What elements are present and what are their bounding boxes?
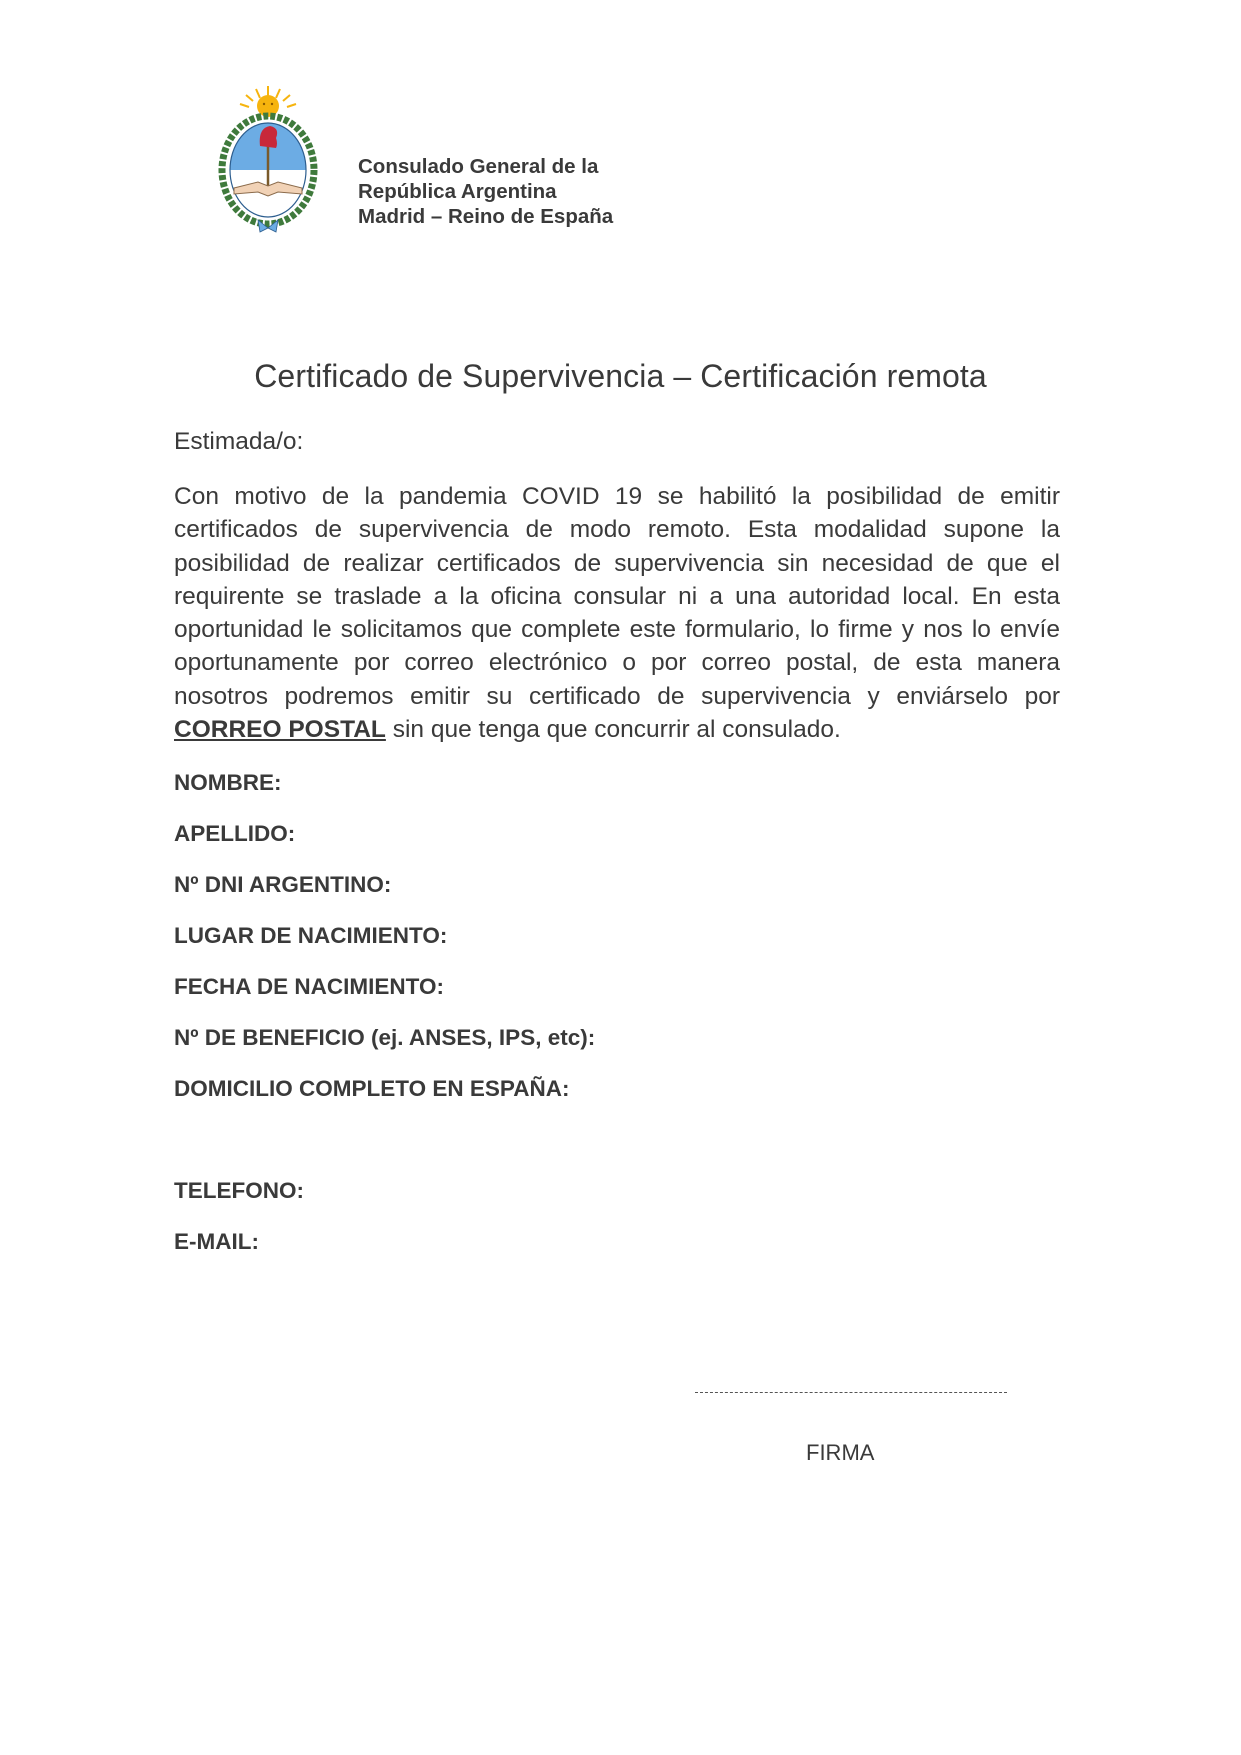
greeting: Estimada/o: [174, 428, 304, 455]
header-line-1: Consulado General de la [358, 155, 599, 178]
field-label-domicilio: DOMICILIO COMPLETO EN ESPAÑA: [174, 1076, 570, 1101]
body-text-after: sin que tenga que concurrir al consulado. [385, 716, 841, 744]
field-label-fecha-nacimiento: FECHA DE NACIMIENTO: [174, 974, 444, 999]
body-emphasis-correo-postal: CORREO POSTAL [174, 716, 386, 744]
field-label-dni: Nº DNI ARGENTINO: [174, 872, 392, 897]
field-label-apellido: APELLIDO: [174, 821, 296, 846]
field-label-email: E-MAIL: [174, 1229, 259, 1254]
field-label-nombre: NOMBRE: [174, 770, 282, 795]
signature-label: FIRMA [806, 1440, 875, 1465]
header-line-2: República Argentina [358, 180, 557, 203]
body-text-before: Con motivo de la pandemia COVID 19 se habilitó la posibilidad de emitir certificados de supervivencia de modo remoto. Esta modalidad supone la posibilidad de realizar certificados de supervivencia sin necesidad de que el requirente se traslade a la oficina consular ni a una autoridad local. En esta oportunidad le solicitamos que complete este formulario, lo firme y nos lo envíe oportunamente por correo electrónico o por correo postal, de esta manera nosotros podremos emitir su certificado de supervivencia y enviárselo por [174, 483, 1060, 710]
signature-line [695, 1392, 1007, 1393]
consulate-header [358, 154, 613, 229]
header-line-3: Madrid – Reino de España [358, 205, 614, 228]
body-paragraph [174, 480, 1060, 746]
field-label-beneficio: Nº DE BENEFICIO (ej. ANSES, IPS, etc): [174, 1025, 596, 1050]
document-title: Certificado de Supervivencia – Certificación remota [254, 358, 987, 394]
field-label-telefono: TELEFONO: [174, 1178, 304, 1203]
coat-of-arms-emblem [218, 82, 318, 240]
field-label-lugar-nacimiento: LUGAR DE NACIMIENTO: [174, 923, 448, 948]
